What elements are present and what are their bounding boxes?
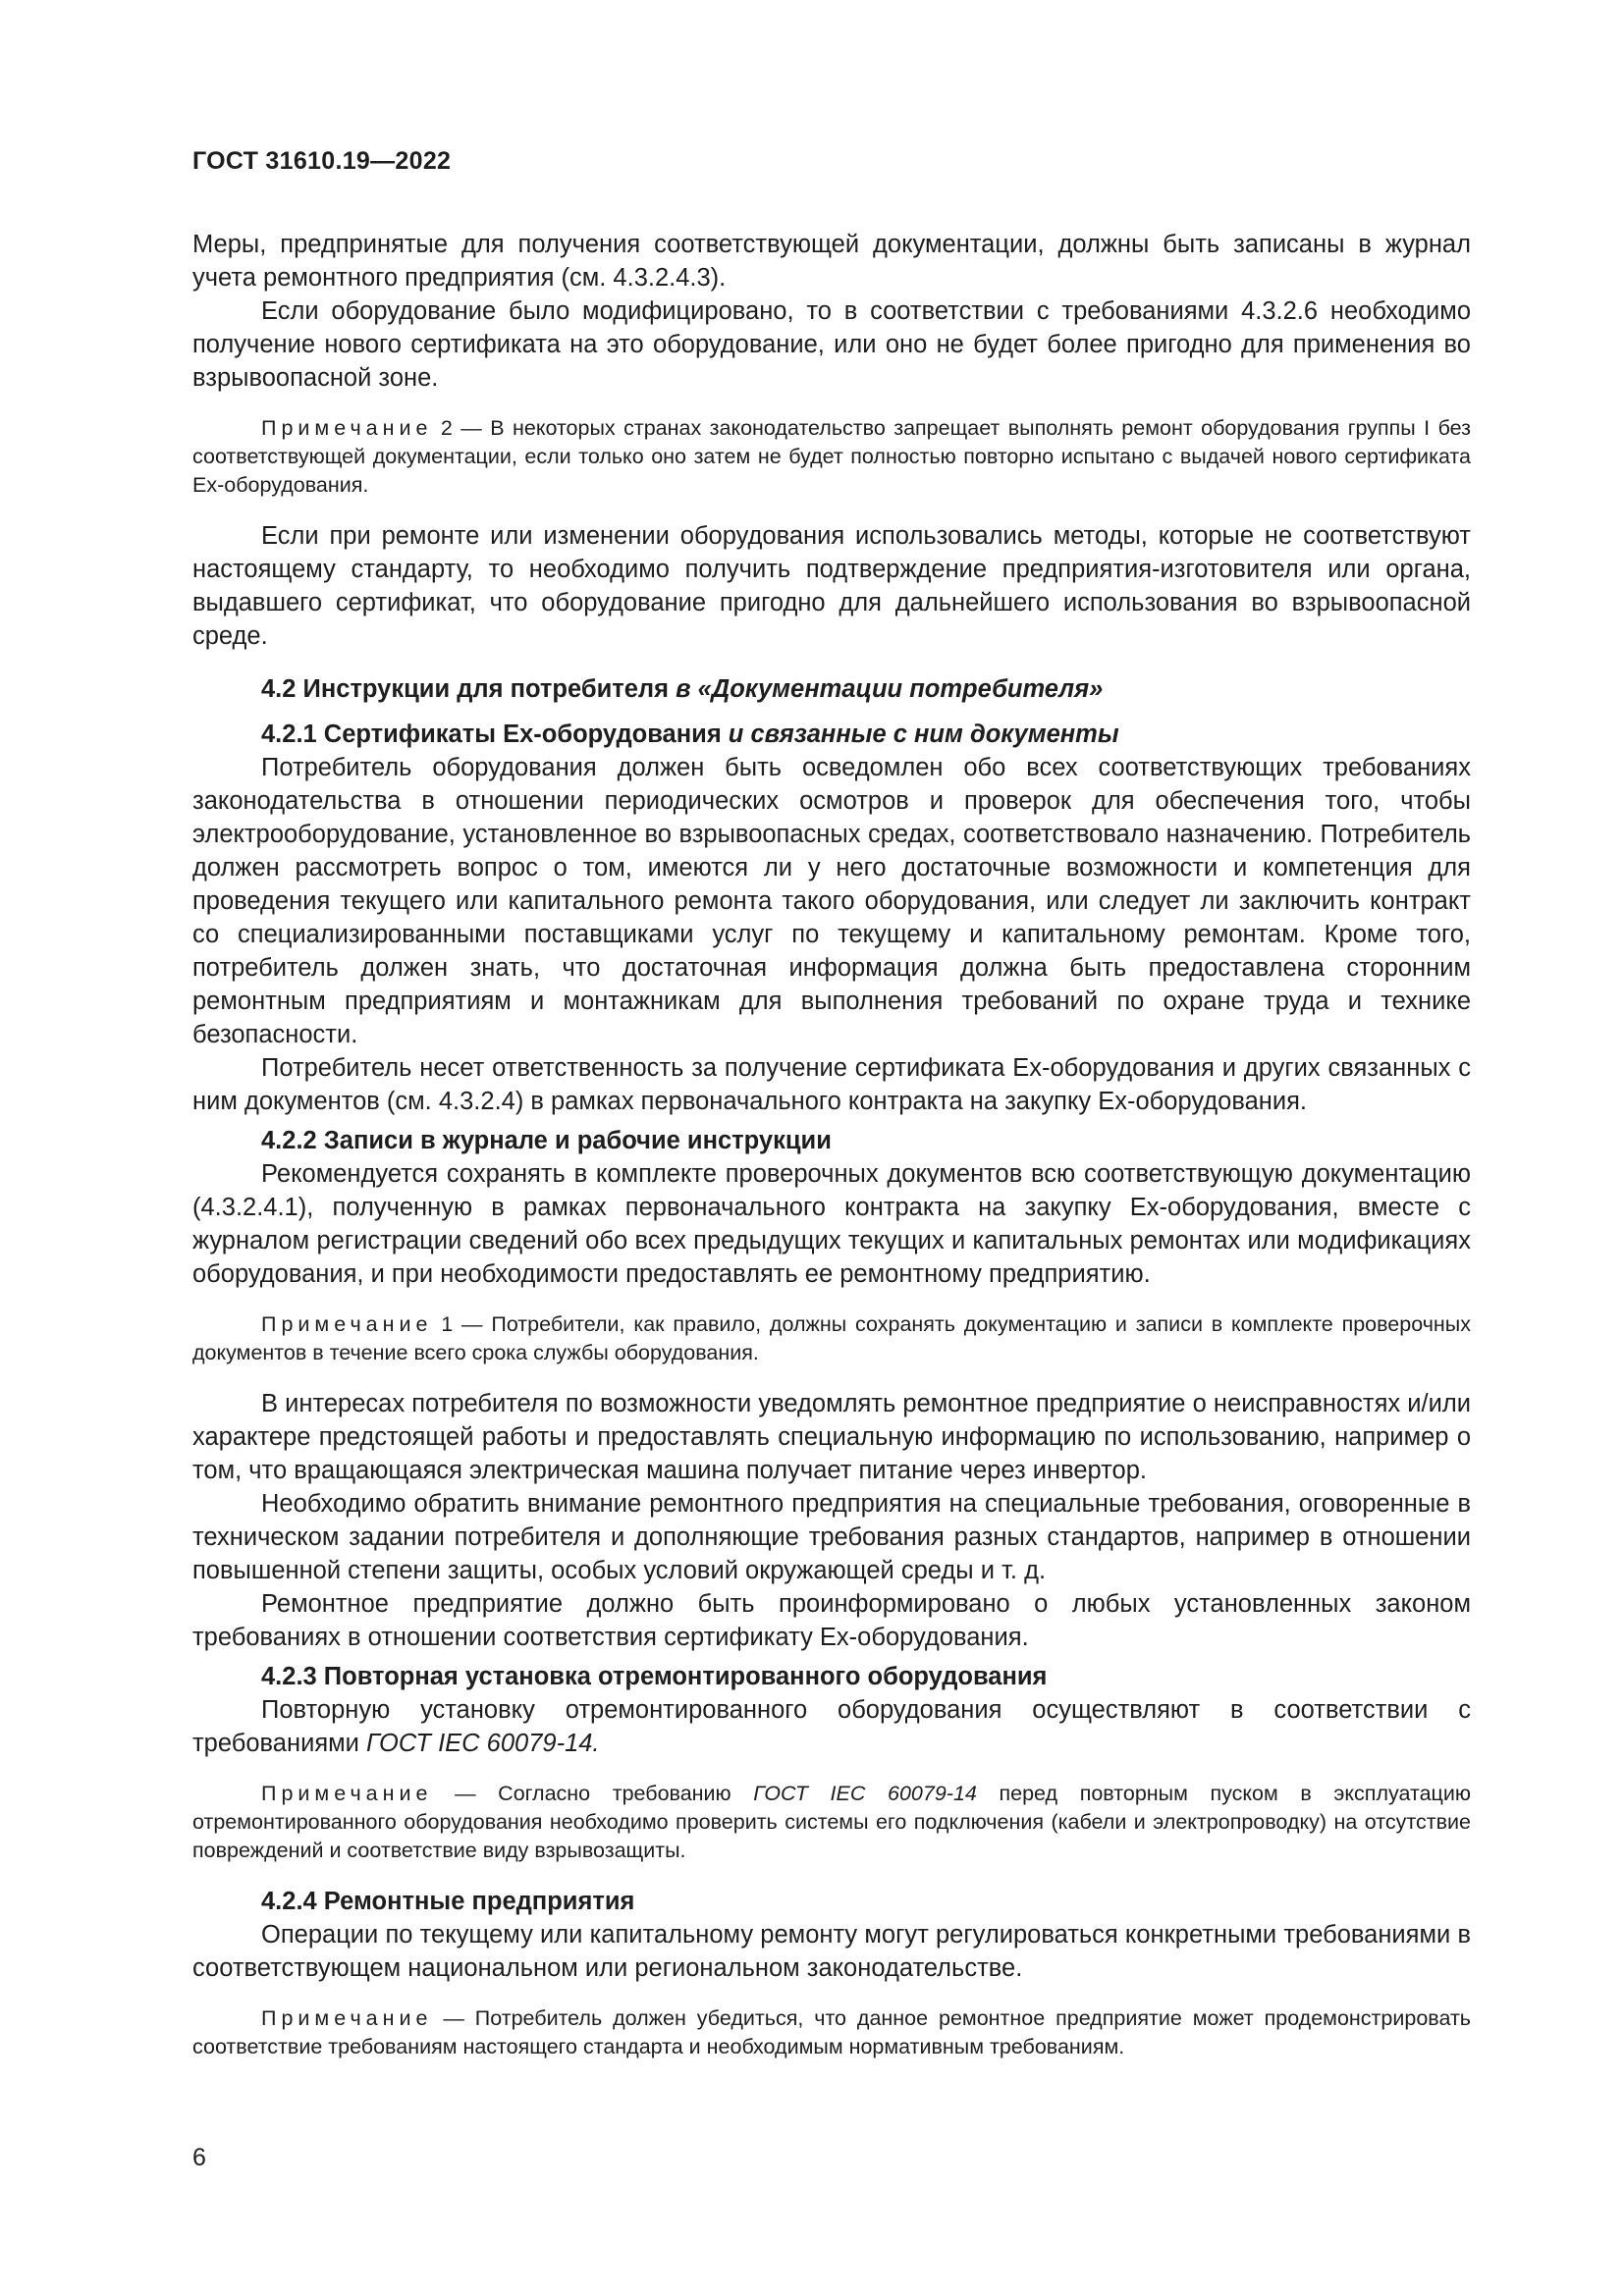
section-heading-4-2-1-title: 4.2.1 Сертификаты Ex-оборудования (261, 721, 729, 748)
note-label: Примечание (261, 1782, 433, 1805)
paragraph-reinstallation-text: Повторную установку отремонтированного оборудования осуществляют в соответствии с требованиями (192, 1696, 1471, 1757)
note-group-one-repair (192, 414, 1471, 500)
note-keep-records (192, 1310, 1471, 1367)
section-heading-4-2-title: 4.2 Инструкции для потребителя (261, 675, 677, 703)
document-header: ГОСТ 31610.19—2022 (192, 147, 452, 175)
section-heading-4-2-emphasis: в «Документации потребителя» (676, 675, 1104, 703)
paragraph-nonconforming-methods: Если при ремонте или изменении оборудования использовались методы, которые не соответствуют настоящему стандарту, то необходимо получить подтверждение предприятия-изготовителя или органа, выдавшего сертификат, что оборудование пригодно для дальнейшего использования во взрывоопасной среде. (192, 522, 1471, 650)
note-label: Примечание (261, 1312, 433, 1336)
standard-reference: ГОСТ IEC 60079-14. (365, 1730, 600, 1757)
note-text: 1 — Потребители, как правило, должны сохранять документацию и записи в комплекте проверочных документов в течение всего срока службы оборудования. (192, 1312, 1471, 1364)
paragraph-records-measures: Меры, предпринятые для получения соответствующей документации, должны быть записаны в журнал учета ремонтного предприятия (см. 4.3.2.4.3). (192, 231, 1471, 292)
paragraph-notify-repair: В интересах потребителя по возможности уведомлять ремонтное предприятие о неисправностях и/или характере предстоящей работы и предоставлять специальную информацию по использованию, например о том, что вращающаяся электрическая машина получает питание через инвертор. (192, 1390, 1471, 1484)
note-reinstallation-check (192, 1780, 1471, 1865)
section-heading-4-2-4: 4.2.4 Ремонтные предприятия (261, 1888, 635, 1915)
paragraph-keep-documentation: Рекомендуется сохранять в комплекте проверочных документов всю соответствующую документацию (4.3.2.4.1), полученную в рамках первоначального контракта на закупку Ex-оборудования, вместе с журналом регистрации сведений обо всех предыдущих текущих и капитальных ремонтах или модификациях оборудования, и при необходимости предоставлять ее ремонтному предприятию. (192, 1160, 1471, 1288)
section-heading-4-2 (192, 672, 1471, 706)
page-number: 6 (192, 2144, 206, 2171)
note-text: 2 — В некоторых странах законодательство запрещает выполнять ремонт оборудования группы I без соответствующей документации, если только оно затем не будет полностью повторно испытано с выдачей нового сертификата Ex-оборудования. (192, 416, 1471, 497)
note-label: Примечание (261, 416, 433, 440)
page-content (192, 228, 1471, 2081)
section-heading-4-2-1 (192, 718, 1471, 751)
note-text-pre: — Согласно требованию (432, 1782, 754, 1805)
section-heading-4-2-1-emphasis: и связанные с ним документы (728, 721, 1119, 748)
standard-reference: ГОСТ IEC 60079-14 (753, 1782, 977, 1805)
paragraph-special-requirements: Необходимо обратить внимание ремонтного предприятия на специальные требования, оговоренные в техническом задании потребителя и дополняющие требования разных стандартов, например в отношении повышенной степени защиты, особых условий окружающей среды и т. д. (192, 1490, 1471, 1584)
paragraph-user-responsibility: Потребитель несет ответственность за получение сертификата Ex-оборудования и других связанных с ним документов (см. 4.3.2.4) в рамках первоначального контракта на закупку Ex-оборудования. (192, 1054, 1471, 1115)
section-heading-4-2-2: 4.2.2 Записи в журнале и рабочие инструкции (261, 1127, 832, 1154)
paragraph-repair-regulation: Операции по текущему или капитальному ремонту могут регулироваться конкретными требованиями в соответствующем национальном или региональном законодательстве. (192, 1921, 1471, 1982)
paragraph-user-awareness: Потребитель оборудования должен быть осведомлен обо всех соответствующих требованиях законодательства в отношении периодических осмотров и проверок для обеспечения того, чтобы электрооборудование, установленное во взрывоопасных средах, соответствовало назначению. Потребитель должен рассмотреть вопрос о том, имеются ли у него достаточные возможности и компетенция для проведения текущего или капитального ремонта такого оборудования, или следует ли заключить контракт со специализированными поставщиками услуг по текущему и капитальному ремонтам. Кроме того, потребитель должен знать, что достаточная информация должна быть предоставлена сторонним ремонтным предприятиям и монтажникам для выполнения требований по охране труда и технике безопасности. (192, 754, 1471, 1048)
paragraph-modified-equipment: Если оборудование было модифицировано, то в соответствии с требованиями 4.3.2.6 необходимо получение нового сертификата на это оборудование, или оно не будет более пригодно для применения во взрывоопасной зоне. (192, 297, 1471, 392)
section-heading-4-2-3: 4.2.3 Повторная установка отремонтированного оборудования (261, 1663, 1048, 1690)
paragraph-legal-requirements: Ремонтное предприятие должно быть проинформировано о любых установленных законом требованиях в отношении соответствия сертификату Ex-оборудования. (192, 1590, 1471, 1651)
note-text-post: перед повторным пуском в эксплуатацию отремонтированного оборудования необходимо проверить системы его подключения (кабели и электропроводку) на отсутствие повреждений и соответствие виду взрывозащиты. (192, 1782, 1471, 1862)
note-repair-facility (192, 2004, 1471, 2061)
note-label: Примечание (261, 2006, 433, 2030)
note-text: — Потребитель должен убедиться, что данное ремонтное предприятие может продемонстрировать соответствие требованиям настоящего стандарта и необходимым нормативным требованиям. (192, 2006, 1471, 2058)
paragraph-reinstallation (192, 1693, 1471, 1760)
